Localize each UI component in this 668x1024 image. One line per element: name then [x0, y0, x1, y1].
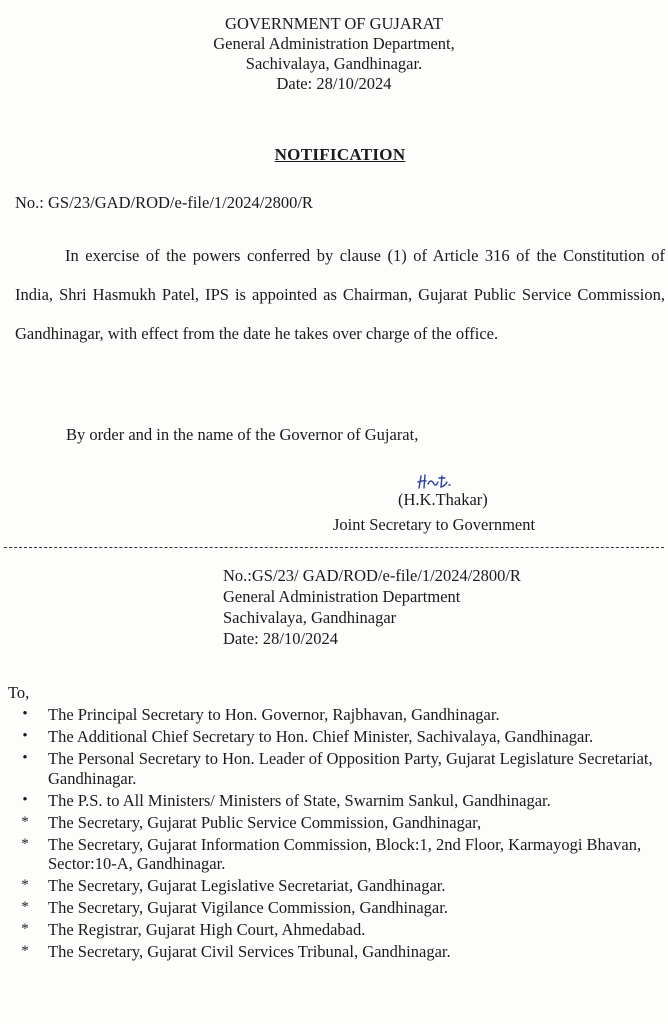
- recipient-text: The P.S. to All Ministers/ Ministers of State, Swarnim Sankul, Gandhinagar.: [48, 790, 551, 810]
- asterisk-icon: *: [21, 921, 29, 937]
- section-divider: [4, 547, 664, 548]
- list-item: [0, 898, 668, 918]
- signatory-name: (H.K.Thakar): [398, 490, 488, 509]
- list-item: [0, 749, 668, 788]
- endorsement-date: Date: 28/10/2024: [223, 629, 339, 648]
- notification-title: NOTIFICATION: [274, 145, 406, 164]
- list-item: [0, 942, 668, 962]
- list-item: [0, 705, 668, 725]
- recipient-text: The Principal Secretary to Hon. Governor, Rajbhavan, Gandhinagar.: [48, 705, 500, 724]
- department-name: General Administration Department,: [213, 34, 455, 53]
- recipient-text: The Registrar, Gujarat High Court, Ahmedabad.: [48, 920, 366, 939]
- notification-number: No.: GS/23/GAD/ROD/e-file/1/2024/2800/R: [15, 193, 313, 212]
- asterisk-icon: *: [21, 835, 29, 852]
- recipient-text: The Secretary, Gujarat Information Commission, Block:1, 2nd Floor, Karmayogi Bhavan, Sector:10-A, Gandhinagar.: [48, 834, 642, 873]
- list-item: [0, 813, 668, 833]
- list-item: [0, 791, 668, 811]
- endorsement-place: Sachivalaya, Gandhinagar: [223, 608, 397, 627]
- letterhead-date: Date: 28/10/2024: [276, 74, 392, 93]
- recipient-text: The Secretary, Gujarat Legislative Secretariat, Gandhinagar.: [48, 876, 446, 895]
- recipient-text: The Additional Chief Secretary to Hon. Chief Minister, Sachivalaya, Gandhinagar.: [48, 727, 594, 746]
- notification-body-text: In exercise of the powers conferred by clause (1) of Article 316 of the Constitution of India, Shri Hasmukh Patel, IPS is appointed as Chairman, Gujarat Public Service Commission, Gandhinagar, with effect from the date he takes over charge of the office.: [15, 246, 665, 343]
- bullet-icon: •: [22, 750, 28, 766]
- recipient-text: The Secretary, Gujarat Public Service Commission, Gandhinagar,: [48, 812, 482, 832]
- asterisk-icon: *: [21, 813, 29, 830]
- to-label: To,: [8, 683, 30, 702]
- endorsement-number: No.:GS/23/ GAD/ROD/e-file/1/2024/2800/R: [223, 566, 521, 585]
- signatory-designation: Joint Secretary to Government: [333, 515, 536, 534]
- office-address: Sachivalaya, Gandhinagar.: [245, 54, 423, 73]
- bullet-icon: •: [22, 728, 28, 744]
- asterisk-icon: *: [21, 899, 29, 915]
- government-name: GOVERNMENT OF GUJARAT: [225, 14, 443, 33]
- list-item: [0, 727, 668, 747]
- recipient-text: The Secretary, Gujarat Civil Services Tribunal, Gandhinagar.: [48, 942, 451, 961]
- recipient-text: The Personal Secretary to Hon. Leader of Opposition Party, Gujarat Legislature Secretariat, Gandhinagar.: [48, 749, 653, 788]
- asterisk-icon: *: [21, 943, 29, 959]
- notification-body: [15, 236, 665, 353]
- list-item: [0, 920, 668, 940]
- endorsement-department: General Administration Department: [223, 587, 461, 606]
- asterisk-icon: *: [21, 877, 29, 893]
- bullet-icon: •: [22, 706, 28, 722]
- recipient-list: [0, 705, 668, 964]
- bullet-icon: •: [22, 791, 28, 808]
- order-line: By order and in the name of the Governor of Gujarat,: [66, 425, 419, 444]
- list-item: [0, 835, 668, 874]
- signature-image: [415, 470, 465, 492]
- list-item: [0, 876, 668, 896]
- recipient-text: The Secretary, Gujarat Vigilance Commission, Gandhinagar.: [48, 898, 448, 917]
- endorsement-block: [223, 565, 521, 649]
- letterhead: [0, 14, 668, 94]
